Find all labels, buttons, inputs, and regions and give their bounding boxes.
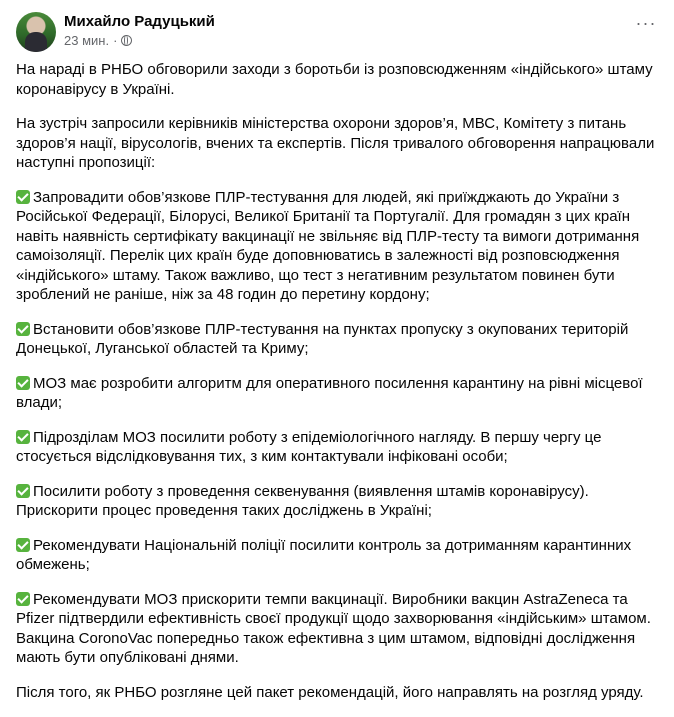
post-paragraph-meeting: На зустріч запросили керівників міністерства охорони здоров’я, МВС, Комітету з питань здоров’я нації, вірусологів, вчених та експертів. Після тривалого обговорення напрацювали наступні пропозиції:: [16, 115, 655, 171]
proposal-item: [16, 188, 658, 305]
proposal-text: Запровадити обов’язкове ПЛР-тестування для людей, які приїжджають до України з Російської Федерації, Білорусі, Великої Британії та Португалії. Для громадян з цих країн навіть наявність сертифікату вакцинації не звільняє від ПЛР-тесту та вимоги дотримання самоізоляції. Перелік цих країн буде доповнюватись в залежності від розповсюдження «індійського» штаму. Також важливо, що тест з негативним результатом повинен бути зроблений не раніше, ніж за 48 годин до перетину кордону;: [16, 188, 640, 303]
proposal-text: Встановити обов’язкове ПЛР-тестування на пунктах пропуску з окупованих територій Донецької, Луганської областей та Криму;: [16, 320, 629, 357]
post-paragraph-outro: Після того, як РНБО розгляне цей пакет рекомендацій, його направлять на розгляд уряду.: [16, 683, 644, 701]
post-paragraph-intro: На нараді в РНБО обговорили заходи з боротьби із розповсюдженням «індійського» штаму коронавірусу в Україні.: [16, 61, 653, 98]
proposal-text: Рекомендувати Національній поліції посилити контроль за дотриманням карантинних обмежень;: [16, 536, 632, 573]
author-name[interactable]: Михайло Радуцький: [64, 13, 215, 30]
check-mark-icon: [16, 322, 30, 336]
proposal-item: [16, 374, 658, 413]
proposal-item: [16, 482, 658, 521]
check-mark-icon: [16, 376, 30, 390]
proposal-text: Підрозділам МОЗ посилити роботу з епідеміологічного нагляду. В першу чергу це стосується відслідковування тих, з ким контактували інфіковані особи;: [16, 428, 602, 465]
post-header: [16, 12, 658, 56]
proposal-item: [16, 320, 658, 359]
check-mark-icon: [16, 190, 30, 204]
proposal-text: Посилити роботу з проведення секвенування (виявлення штамів коронавірусу). Прискорити процес проведення таких досліджень в Україні;: [16, 482, 589, 519]
proposal-item: [16, 428, 658, 467]
check-mark-icon: [16, 430, 30, 444]
more-options-icon[interactable]: ···: [635, 13, 657, 33]
check-mark-icon: [16, 592, 30, 606]
check-mark-icon: [16, 484, 30, 498]
proposal-item: [16, 536, 658, 575]
post-meta: [64, 33, 132, 48]
post-timestamp[interactable]: 23 мин.: [64, 33, 110, 48]
globe-icon[interactable]: [121, 35, 132, 46]
author-avatar[interactable]: [16, 12, 56, 52]
proposal-text: МОЗ має розробити алгоритм для оперативного посилення карантину на рівні місцевої влади;: [16, 374, 643, 411]
proposal-item: [16, 590, 658, 668]
post-body: [16, 60, 658, 717]
proposal-text: Рекомендувати МОЗ прискорити темпи вакцинації. Виробники вакцин AstraZeneca та Pfizer підтвердили ефективність своєї продукції щодо захворювання «індійським» штамом. Вакцина CoronoVac попередньо також ефективна з цим штамом, відповідні дослідження мають бути опубліковані днями.: [16, 590, 651, 666]
meta-separator: ·: [113, 33, 118, 48]
check-mark-icon: [16, 538, 30, 552]
